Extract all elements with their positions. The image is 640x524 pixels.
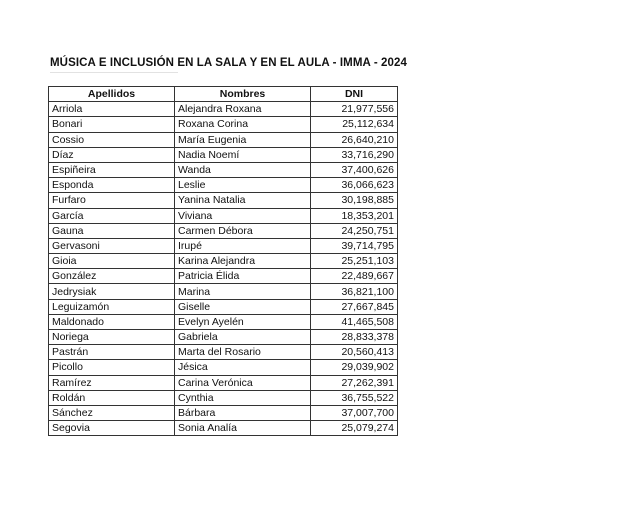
cell-nombre: Nadia Noemí [175,147,311,162]
table-row [49,162,398,177]
cell-apellido: Roldán [49,390,175,405]
table-row [49,421,398,436]
table-row [49,208,398,223]
cell-dni: 29,039,902 [311,360,398,375]
cell-apellido: González [49,269,175,284]
cell-nombre: Jésica [175,360,311,375]
cell-apellido: Jedrysiak [49,284,175,299]
cell-dni: 25,079,274 [311,421,398,436]
cell-nombre: Marta del Rosario [175,345,311,360]
cell-apellido: Díaz [49,147,175,162]
table-row [49,102,398,117]
cell-dni: 20,560,413 [311,345,398,360]
table-row [49,405,398,420]
table-row [49,314,398,329]
cell-dni: 33,716,290 [311,147,398,162]
header-apellidos: Apellidos [49,87,175,102]
table-body [49,102,398,436]
cell-apellido: Leguizamón [49,299,175,314]
cell-dni: 24,250,751 [311,223,398,238]
table-row [49,178,398,193]
cell-apellido: Gervasoni [49,238,175,253]
table-row [49,254,398,269]
cell-nombre: Yanina Natalia [175,193,311,208]
cell-nombre: Sonia Analía [175,421,311,436]
cell-dni: 26,640,210 [311,132,398,147]
cell-nombre: Carina Verónica [175,375,311,390]
cell-dni: 25,251,103 [311,254,398,269]
header-nombres: Nombres [175,87,311,102]
table-row [49,330,398,345]
cell-apellido: Gioia [49,254,175,269]
cell-dni: 27,262,391 [311,375,398,390]
cell-dni: 30,198,885 [311,193,398,208]
cell-nombre: Karina Alejandra [175,254,311,269]
cell-nombre: Cynthia [175,390,311,405]
cell-nombre: Patricia Élida [175,269,311,284]
cell-dni: 36,821,100 [311,284,398,299]
table-row [49,375,398,390]
cell-nombre: Evelyn Ayelén [175,314,311,329]
cell-dni: 36,066,623 [311,178,398,193]
participants-table [48,86,398,436]
cell-nombre: Carmen Débora [175,223,311,238]
cell-dni: 22,489,667 [311,269,398,284]
cell-dni: 28,833,378 [311,330,398,345]
cell-apellido: Gauna [49,223,175,238]
cell-apellido: Furfaro [49,193,175,208]
table-row [49,193,398,208]
cell-nombre: Bárbara [175,405,311,420]
cell-nombre: Marina [175,284,311,299]
header-dni: DNI [311,87,398,102]
table-row [49,132,398,147]
document-title: MÚSICA E INCLUSIÓN EN LA SALA Y EN EL AULA - IMMA - 2024 [50,57,408,69]
cell-dni: 25,112,634 [311,117,398,132]
cell-dni: 37,007,700 [311,405,398,420]
table-header-row [49,87,398,102]
cell-apellido: Esponda [49,178,175,193]
cell-apellido: Bonari [49,117,175,132]
cell-apellido: García [49,208,175,223]
table-row [49,223,398,238]
title-underline [50,72,178,73]
table-row [49,284,398,299]
cell-dni: 39,714,795 [311,238,398,253]
cell-nombre: Leslie [175,178,311,193]
cell-apellido: Picollo [49,360,175,375]
cell-apellido: Pastrán [49,345,175,360]
table-row [49,147,398,162]
cell-apellido: Ramírez [49,375,175,390]
cell-apellido: Cossio [49,132,175,147]
table-row [49,390,398,405]
cell-nombre: Gabriela [175,330,311,345]
table-row [49,345,398,360]
cell-nombre: Viviana [175,208,311,223]
cell-apellido: Noriega [49,330,175,345]
table-row [49,117,398,132]
cell-nombre: Irupé [175,238,311,253]
cell-nombre: Wanda [175,162,311,177]
cell-dni: 37,400,626 [311,162,398,177]
cell-dni: 41,465,508 [311,314,398,329]
cell-apellido: Espiñeira [49,162,175,177]
cell-apellido: Maldonado [49,314,175,329]
cell-dni: 27,667,845 [311,299,398,314]
cell-nombre: María Eugenia [175,132,311,147]
table-row [49,269,398,284]
cell-dni: 21,977,556 [311,102,398,117]
cell-dni: 36,755,522 [311,390,398,405]
cell-dni: 18,353,201 [311,208,398,223]
cell-nombre: Alejandra Roxana [175,102,311,117]
cell-nombre: Roxana Corina [175,117,311,132]
table-row [49,238,398,253]
table-row [49,360,398,375]
cell-apellido: Segovia [49,421,175,436]
table-row [49,299,398,314]
cell-apellido: Sánchez [49,405,175,420]
cell-apellido: Arriola [49,102,175,117]
cell-nombre: Giselle [175,299,311,314]
